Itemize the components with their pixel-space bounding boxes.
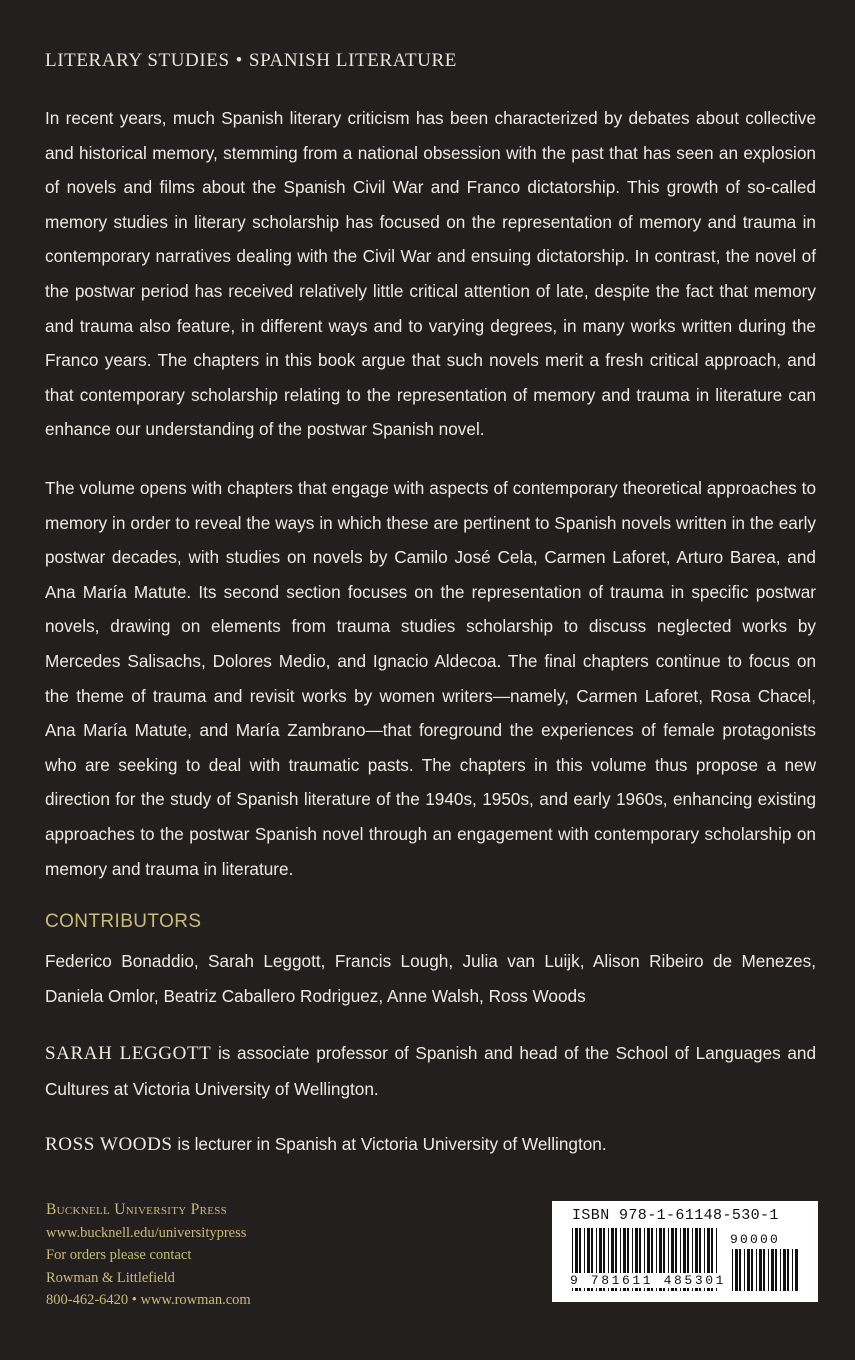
category-literary-studies: LITERARY STUDIES — [45, 50, 230, 71]
author-bio-woods-text: is lecturer in Spanish at Victoria University of Wellington. — [177, 1134, 607, 1154]
distributor-phone: 800-462-6420 — [46, 1292, 129, 1308]
barcode-bar — [780, 1249, 781, 1291]
contact-line — [46, 1289, 251, 1312]
barcode-bar — [768, 1249, 769, 1291]
publisher-block — [46, 1199, 251, 1312]
isbn-label: ISBN 978-1-61148-530-1 — [572, 1207, 779, 1224]
barcode-bar — [792, 1249, 793, 1291]
barcode-bar — [739, 1249, 741, 1291]
category-spanish-literature: SPANISH LITERATURE — [248, 50, 457, 71]
publisher-name: Bucknell University Press — [46, 1201, 228, 1218]
barcode-bar — [775, 1249, 777, 1291]
barcode-bar — [783, 1249, 786, 1291]
publisher-url: www.bucknell.edu/universitypress — [46, 1224, 247, 1241]
description-paragraph-1: In recent years, much Spanish literary criticism has been characterized by debates about collective and historical memory, stemming from a national obsession with the past that has seen an explosion of novels and films about the Spanish Civil War and Franco dictatorship. This growth of so-called memory studies in literary scholarship has focused on the representation of memory and trauma in contemporary narratives dealing with the Civil War and ensuing dictatorship. In contrast, the novel of the postwar period has received relatively little critical attention of late, despite the fact that memory and trauma also feature, in different ways and to varying degrees, in many works written during the Franco years. The chapters in this book argue that such novels merit a fresh critical approach, and that contemporary scholarship relating to the representation of memory and trauma in literature can enhance our understanding of the postwar Spanish novel. — [45, 108, 816, 440]
author-bio-leggott — [45, 1036, 816, 1106]
barcode-bar — [732, 1249, 733, 1291]
ean-digits: 9 781611 485301 — [570, 1273, 727, 1288]
barcode-bar — [763, 1249, 765, 1291]
barcode-bar — [795, 1249, 798, 1291]
barcode-bar — [735, 1249, 738, 1291]
barcode-bar — [747, 1249, 750, 1291]
category-line — [45, 50, 815, 72]
distributor-name: Rowman & Littlefield — [46, 1269, 175, 1286]
category-separator: • — [235, 50, 243, 71]
description-paragraph-2: The volume opens with chapters that engage with aspects of contemporary theoretical approaches to memory in order to reveal the ways in which these are pertinent to Spanish novels written in the early postwar decades, with studies on novels by Camilo José Cela, Carmen Laforet, Arturo Barea, and Ana María Matute. Its second section focuses on the representation of trauma in specific postwar novels, drawing on elements from trauma studies scholarship to discuss neglected works by Mercedes Salisachs, Dolores Medio, and Ignacio Aldecoa. The final chapters continue to focus on the theme of trauma and revisit works by women writers—namely, Carmen Laforet, Rosa Chacel, Ana María Matute, and María Zambrano—that foreground the experiences of female protagonists who are seeking to deal with traumatic pasts. The chapters in this volume thus propose a new direction for the study of Spanish literature of the 1940s, 1950s, and early 1960s, enhancing existing approaches to the postwar Spanish novel through an engagement with contemporary scholarship on memory and trauma in literature. — [45, 478, 816, 879]
author-name-woods: ROSS WOODS — [45, 1134, 173, 1155]
distributor-url: www.rowman.com — [140, 1292, 251, 1308]
barcode-bar — [751, 1249, 753, 1291]
contributors-list: Federico Bonaddio, Sarah Leggott, Francis Lough, Julia van Luijk, Alison Ribeiro de Menezes, Daniela Omlor, Beatriz Caballero Rodriguez, Anne Walsh, Ross Woods — [45, 951, 816, 1006]
author-bio-leggott-text: is associate professor of Spanish and head of the School of Languages and Cultures at Victoria University of Wellington. — [45, 1043, 817, 1099]
barcode-bar — [756, 1249, 757, 1291]
contributors-heading: CONTRIBUTORS — [45, 911, 202, 932]
contact-bullet: • — [131, 1292, 137, 1308]
barcode-bar — [787, 1249, 789, 1291]
isbn-barcode — [552, 1201, 818, 1302]
barcode-bar — [744, 1249, 745, 1291]
price-addon-digits: 90000 — [730, 1232, 781, 1247]
barcode-bar — [771, 1249, 774, 1291]
author-name-leggott: SARAH LEGGOTT — [45, 1043, 212, 1064]
author-bio-woods — [45, 1127, 816, 1163]
orders-line: For orders please contact — [46, 1247, 192, 1263]
barcode-bar — [759, 1249, 762, 1291]
